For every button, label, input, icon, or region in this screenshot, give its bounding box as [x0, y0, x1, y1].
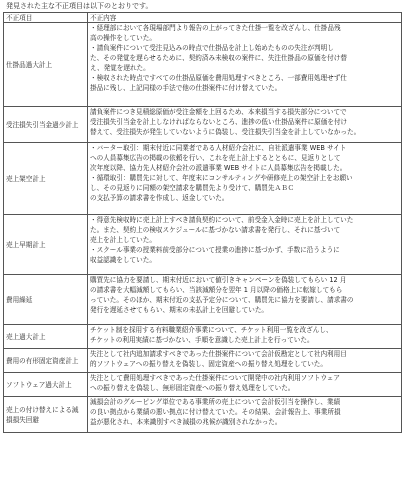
content-line: 掛品に残し、上記同様の手法で他の仕掛案件に付け替えていた。 — [90, 84, 282, 92]
row-item: 仕掛品過大計上 — [4, 23, 88, 107]
header-content: 不正内容 — [88, 13, 402, 23]
row-item: 売上の付け替えによる減損損失回避 — [4, 397, 88, 433]
content-line: 失注として費用処理すべきであった仕掛案件について開発中の社内利用ソフトウェア — [90, 374, 340, 382]
content-line: た。また、契約上の検収スケジュールに基づかない請求書を発行し、それに基づいて — [90, 226, 341, 234]
content-line: ・検収された時点ですべての仕掛品原価を費用処理すべきところ、一部費用処理せず仕 — [90, 74, 347, 82]
content-line: 発行を遅延させてもらい、期末の未払計上を回避していた。 — [90, 306, 269, 314]
table-row — [4, 215, 402, 275]
content-line: チケット制を採用する有料職業紹介事業について、チケット利用一覧を改ざんし、 — [90, 326, 333, 334]
content-line: ・得意先検収時に売上計上すべき請負契約について、前受金入金時に売上を計上していた — [90, 216, 354, 224]
header-item: 不正項目 — [4, 13, 88, 23]
content-line: ・請負案件について受注見込みの時点で仕掛品を計上し始めたものの失注が判明し — [90, 44, 334, 52]
content-line: 受注損失引当金を計上しなければならないところ、進捗の低い仕掛品案件に原価を付け — [90, 118, 348, 126]
content-line: ・循環取引：購買先に対して、年度末にコンサルティングや研修売上の架空計上をお願い — [90, 174, 353, 182]
table-row — [4, 397, 402, 433]
irregularities-table — [3, 12, 402, 433]
row-item: 売上架空計上 — [4, 143, 88, 215]
content-line: 益が悪化され、本来識別すべき減損の兆候が識別されなかった。 — [90, 418, 282, 426]
content-line: の良い拠点から業績の悪い拠点に付け替えていた。その結果、会計報告上、事業所損 — [90, 408, 341, 416]
row-content — [88, 373, 402, 397]
row-item: 売上早期計上 — [4, 215, 88, 275]
content-line: 減損会計のグルーピング単位である事業所の売上について会計仮引当を操作し、業績 — [90, 398, 341, 406]
content-line: 高の操作をしていた。 — [90, 34, 156, 42]
content-line: っていた。そのほか、期末付近の支払予定分について、購買先に協力を要請し、請求書の — [90, 296, 354, 304]
content-line: ・バーター取引：期末付近に同業者である人材紹介会社に、自社派遣事業 WEB サイト — [90, 144, 347, 152]
content-line: た、その発覚を遅らせるために、契約済み未検収の案件に、失注仕掛品の原価を付け替 — [90, 54, 347, 62]
content-line: 請負案件につき見積総原価が受注金額を上回るため、本来損当する損失部分についてで — [90, 108, 347, 116]
table-row — [4, 349, 402, 373]
content-line: 的ソフトウェアへの振り替えを偽装し、固定資産への振り替え処理をしていた。 — [90, 360, 327, 368]
row-content — [88, 325, 402, 349]
content-line: チケットの利用実績に基づかない、手順を意識した売上計上を行っていた。 — [90, 336, 314, 344]
content-line: 失注として社内追加請求すべきであった仕掛案件について会計仮勘定として社内利用目 — [90, 350, 347, 358]
content-line: 収益認識をしていた。 — [90, 256, 156, 264]
content-line: し、その見返りに同額の架空請求を購買先より受けて、購買先ＡＢＣ — [90, 184, 295, 192]
content-line: 次年度以降、協力先人材紹介会社の派遣事業 WEB サイトに人員募集広告を掲載した。 — [90, 164, 347, 172]
content-line: への振り替えを偽装し、無形固定資産への振り替え処理をしていた。 — [90, 384, 295, 392]
content-line: への人員募集広告の掲載の依頼を行い、これを売上計上するとともに、見返りとして — [90, 154, 341, 162]
row-item: 費用の有形固定資産計上 — [4, 349, 88, 373]
table-row — [4, 373, 402, 397]
content-line: ・スクール事業の授業料前受部分について授業の進捗に基づかず、手数に沿うように — [90, 246, 340, 254]
table-row — [4, 143, 402, 215]
content-line: 替えて、受注損失が発生していないように偽装し、受注損失引当金を計上していなかった。 — [90, 128, 361, 136]
row-item: 売上過大計上 — [4, 325, 88, 349]
table-row — [4, 325, 402, 349]
content-line: の請求書を大幅減額してもらい、当該減額分を翌年 1 月以降の価格上に転嫁してもら — [90, 286, 343, 294]
content-line: ・経理部において各現場部門より報告の上がってきた仕掛一覧を改ざんし、仕掛品残 — [90, 24, 341, 32]
row-content — [88, 143, 402, 215]
row-content — [88, 275, 402, 325]
row-content — [88, 215, 402, 275]
table-row — [4, 23, 402, 107]
row-content — [88, 107, 402, 143]
row-content — [88, 397, 402, 433]
intro-text: 発見された主な不正項目は以下のとおりです。 — [6, 2, 153, 10]
row-content — [88, 349, 402, 373]
row-item: 費用繰延 — [4, 275, 88, 325]
row-content — [88, 23, 402, 107]
row-item: 受注損失引当金過少計上 — [4, 107, 88, 143]
table-header-row — [4, 13, 402, 23]
content-line: え、発覚を遅れた。 — [90, 64, 150, 72]
table-row — [4, 107, 402, 143]
row-item: ソフトウェア過大計上 — [4, 373, 88, 397]
content-line: 購買先に協力を要請し、期末付近において値引きキャンペーンを偽装してもらい 12 月 — [90, 276, 347, 284]
content-line: 売上を計上していた。 — [90, 236, 156, 244]
content-line: の支払予算の請求書を作成し、返金していた。 — [90, 194, 229, 202]
table-row — [4, 275, 402, 325]
